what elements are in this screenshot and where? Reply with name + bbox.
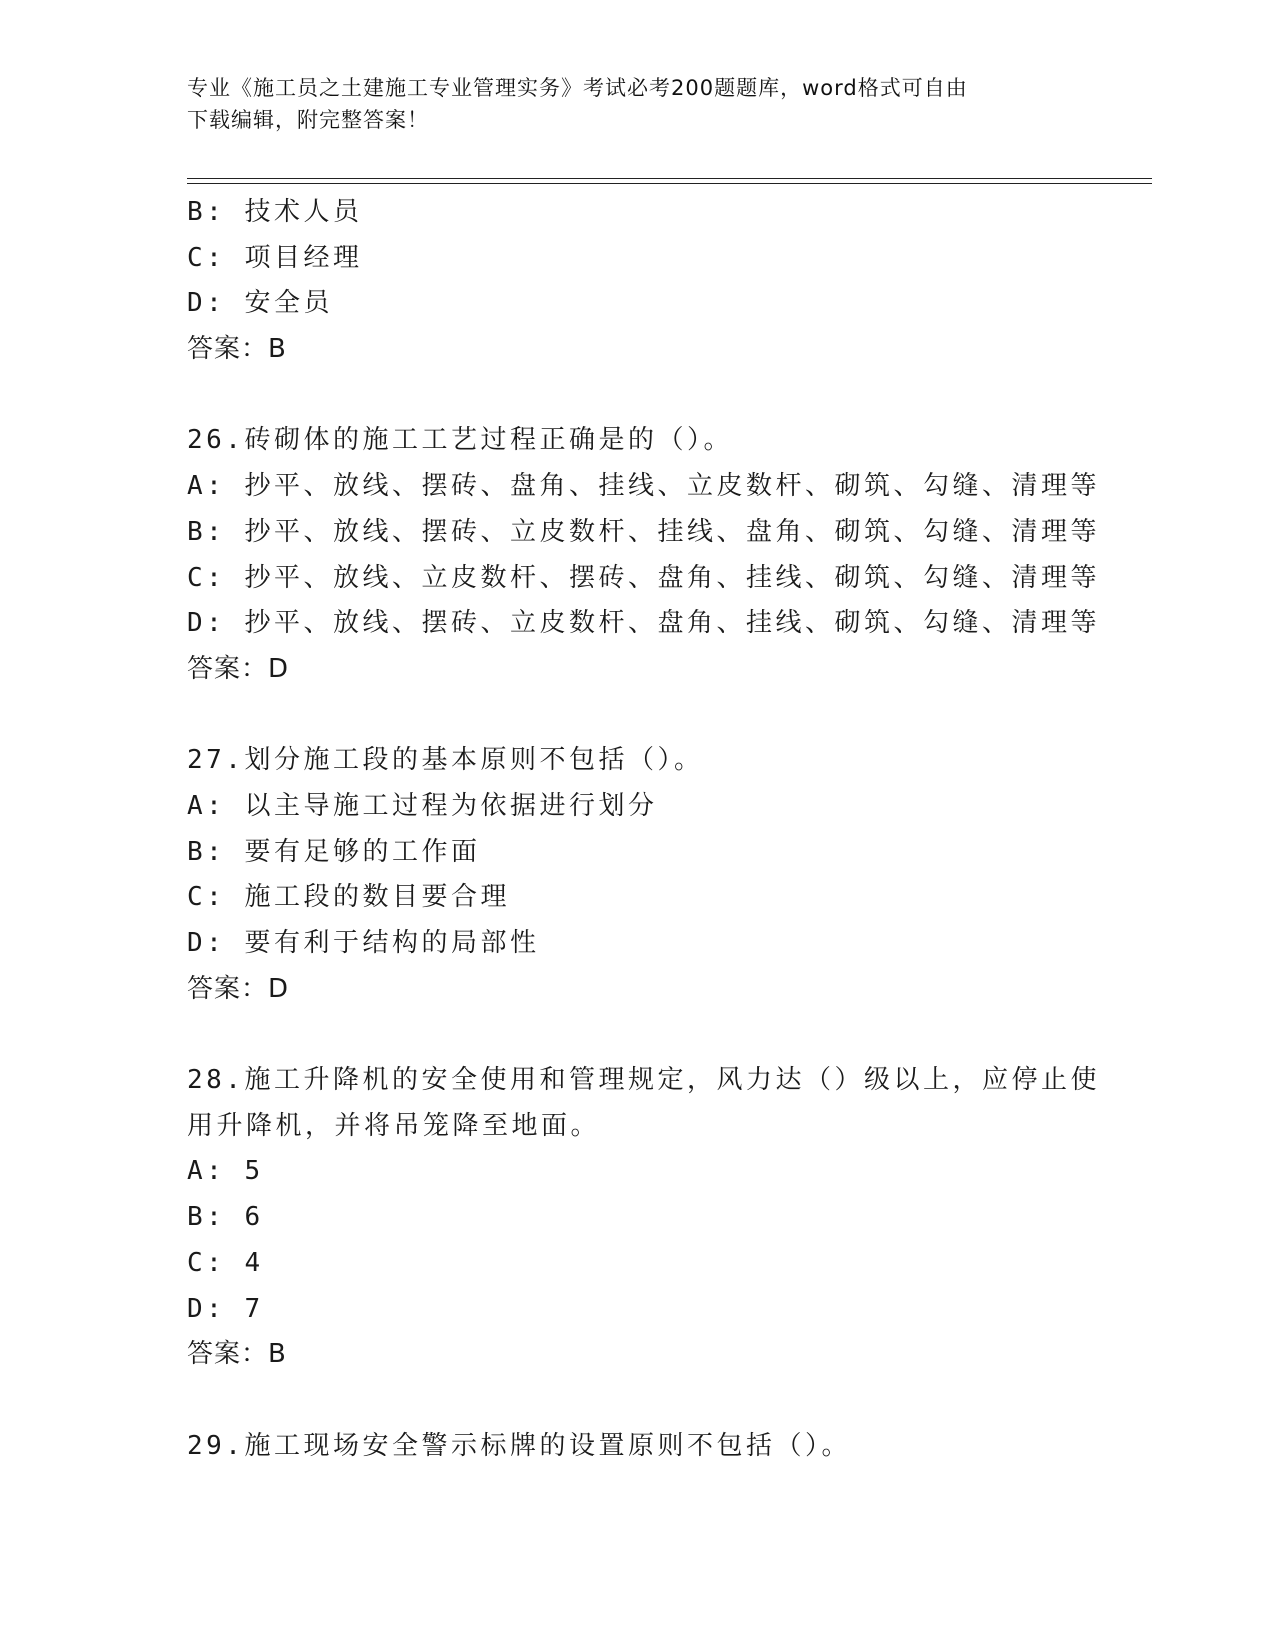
answer-line: 答案：D [187, 653, 290, 684]
option-line: C: 抄平、放线、立皮数杆、摆砖、盘角、挂线、砌筑、勾缝、清理等 [187, 562, 1100, 593]
question-line: 29.施工现场安全警示标牌的设置原则不包括（）。 [187, 1430, 851, 1461]
blank-line [187, 1012, 1087, 1058]
question-line: 28.施工升降机的安全使用和管理规定，风力达（）级以上，应停止使 [187, 1065, 1100, 1096]
question-line: 27.划分施工段的基本原则不包括（）。 [187, 745, 704, 776]
question-line: 用升降机，并将吊笼降至地面。 [187, 1110, 601, 1141]
option-line: D: 7 [187, 1293, 264, 1324]
option-line: D: 安全员 [187, 288, 333, 319]
option-line: B: 要有足够的工作面 [187, 836, 481, 867]
header-rule-bottom [187, 183, 1152, 184]
option-line: C: 4 [187, 1247, 264, 1278]
answer-line: 答案：B [187, 1339, 287, 1370]
answer-line: 答案：B [187, 334, 287, 365]
option-line: D: 要有利于结构的局部性 [187, 928, 540, 958]
question-list [187, 190, 1100, 1469]
option-line: B: 6 [187, 1202, 264, 1233]
header-title-line-2: 下载编辑，附完整答案！ [187, 108, 429, 132]
option-line: A: 抄平、放线、摆砖、盘角、挂线、立皮数杆、砌筑、勾缝、清理等 [187, 471, 1100, 502]
option-line: D: 抄平、放线、摆砖、立皮数杆、盘角、挂线、砌筑、勾缝、清理等 [187, 608, 1100, 639]
blank-line [187, 1378, 1087, 1424]
option-line: B: 抄平、放线、摆砖、立皮数杆、挂线、盘角、砌筑、勾缝、清理等 [187, 516, 1100, 547]
option-line: C: 项目经理 [187, 242, 363, 273]
answer-line: 答案：D [187, 973, 290, 1004]
document-header [187, 72, 1067, 136]
question-line: 26.砖砌体的施工工艺过程正确是的（）。 [187, 425, 733, 456]
blank-line [187, 693, 1087, 739]
header-title-line-1: 专业《施工员之土建施工专业管理实务》考试必考200题题库，word格式可自由 [187, 76, 968, 100]
blank-line [187, 373, 1087, 419]
option-line: A: 以主导施工过程为依据进行划分 [187, 790, 658, 821]
option-line: C: 施工段的数目要合理 [187, 882, 510, 913]
header-rule-top [187, 178, 1152, 179]
option-line: B: 技术人员 [187, 197, 363, 227]
option-line: A: 5 [187, 1156, 264, 1187]
